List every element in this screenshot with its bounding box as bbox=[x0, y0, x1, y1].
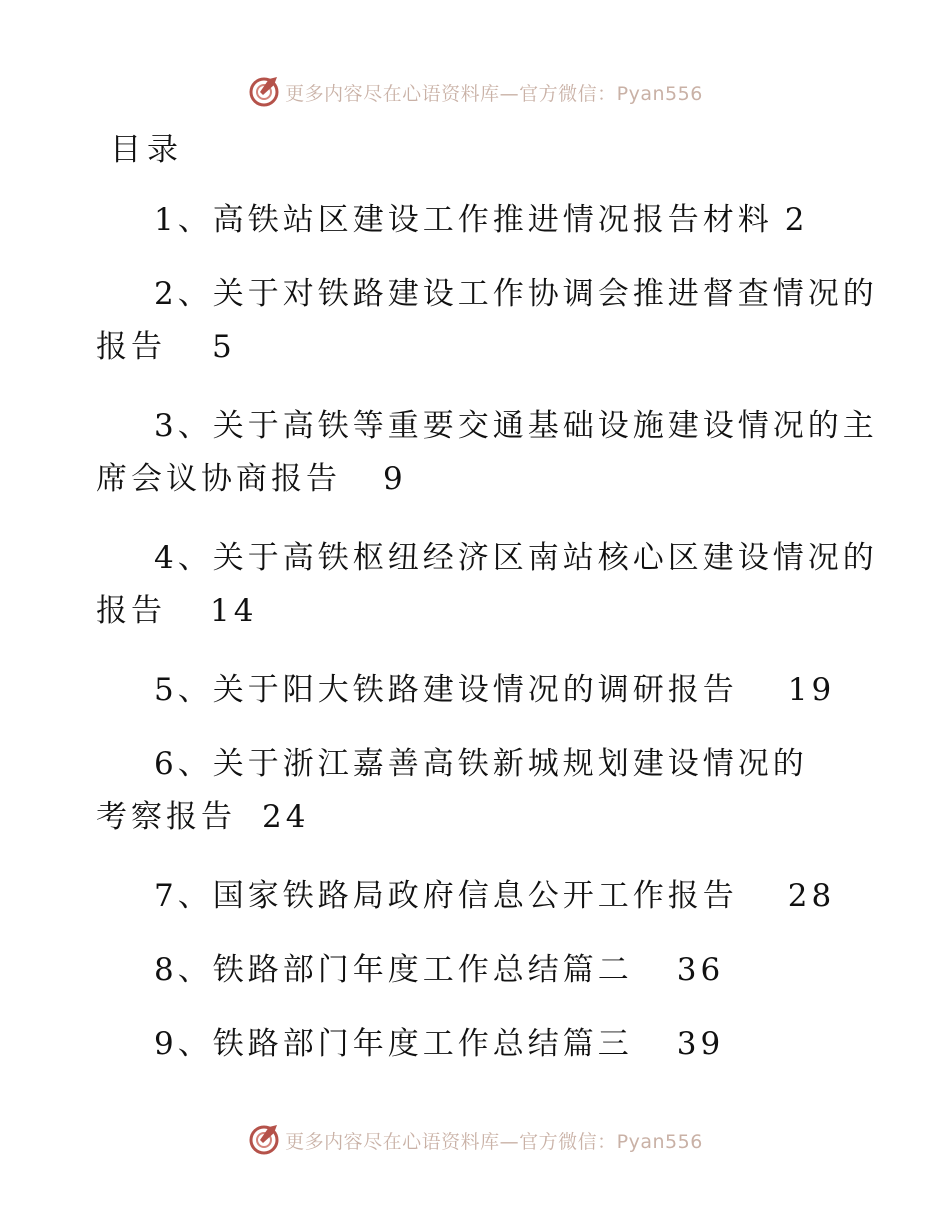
entry-page: 14 bbox=[210, 593, 258, 629]
entry-title-line1: 关于高铁等重要交通基础设施建设情况的主 bbox=[212, 408, 878, 444]
watermark-text: 更多内容尽在心语资料库—官方微信：Pyan556 bbox=[285, 1130, 703, 1153]
entry-title-line2: 报告 bbox=[96, 329, 166, 365]
entry-title-line1: 关于高铁枢纽经济区南站核心区建设情况的 bbox=[212, 540, 878, 576]
entry-page: 28 bbox=[787, 878, 836, 914]
entry-page: 2 bbox=[784, 202, 809, 238]
entry-title: 高铁站区建设工作推进情况报告材料 bbox=[212, 202, 773, 238]
entry-number: 8、 bbox=[154, 952, 213, 988]
toc-entry-1 bbox=[96, 200, 896, 240]
entry-title-line1: 关于对铁路建设工作协调会推进督查情况的 bbox=[212, 276, 878, 312]
toc-entry-4 bbox=[96, 538, 896, 631]
entry-number: 5、 bbox=[154, 672, 213, 708]
toc-entry-7 bbox=[96, 876, 896, 916]
entry-title: 关于阳大铁路建设情况的调研报告 bbox=[212, 672, 738, 708]
entry-page: 5 bbox=[212, 329, 236, 365]
toc-entry-2 bbox=[96, 274, 896, 367]
entry-number: 1、 bbox=[154, 202, 213, 238]
entry-page: 19 bbox=[787, 672, 836, 708]
toc-entry-3 bbox=[96, 406, 896, 499]
entry-title-line1: 关于浙江嘉善高铁新城规划建设情况的 bbox=[212, 746, 808, 782]
entry-number: 2、 bbox=[154, 276, 213, 312]
entry-page: 24 bbox=[262, 799, 310, 835]
entry-title: 铁路部门年度工作总结篇三 bbox=[212, 1026, 633, 1062]
toc-entry-9 bbox=[96, 1024, 896, 1064]
entry-title: 国家铁路局政府信息公开工作报告 bbox=[212, 878, 738, 914]
entry-title-line2: 席会议协商报告 bbox=[96, 461, 341, 497]
toc-entry-6 bbox=[96, 744, 896, 837]
entry-page: 39 bbox=[676, 1026, 725, 1062]
toc-entry-5 bbox=[96, 670, 896, 710]
watermark-text: 更多内容尽在心语资料库—官方微信：Pyan556 bbox=[285, 82, 703, 105]
entry-page: 36 bbox=[676, 952, 725, 988]
entry-number: 3、 bbox=[154, 408, 213, 444]
toc-entry-8 bbox=[96, 950, 896, 990]
watermark-banner-bottom bbox=[0, 1120, 950, 1160]
pen-circle-logo-icon bbox=[247, 1123, 281, 1157]
pen-circle-logo-icon bbox=[247, 75, 281, 109]
entry-number: 9、 bbox=[154, 1026, 213, 1062]
entry-number: 6、 bbox=[154, 746, 213, 782]
entry-title-line2: 报告 bbox=[96, 593, 166, 629]
entry-page: 9 bbox=[383, 461, 407, 497]
toc-title: 目录 bbox=[110, 132, 184, 168]
entry-title-line2: 考察报告 bbox=[96, 799, 236, 835]
entry-number: 7、 bbox=[154, 878, 213, 914]
entry-number: 4、 bbox=[154, 540, 213, 576]
entry-title: 铁路部门年度工作总结篇二 bbox=[212, 952, 633, 988]
watermark-banner-top bbox=[0, 72, 950, 112]
